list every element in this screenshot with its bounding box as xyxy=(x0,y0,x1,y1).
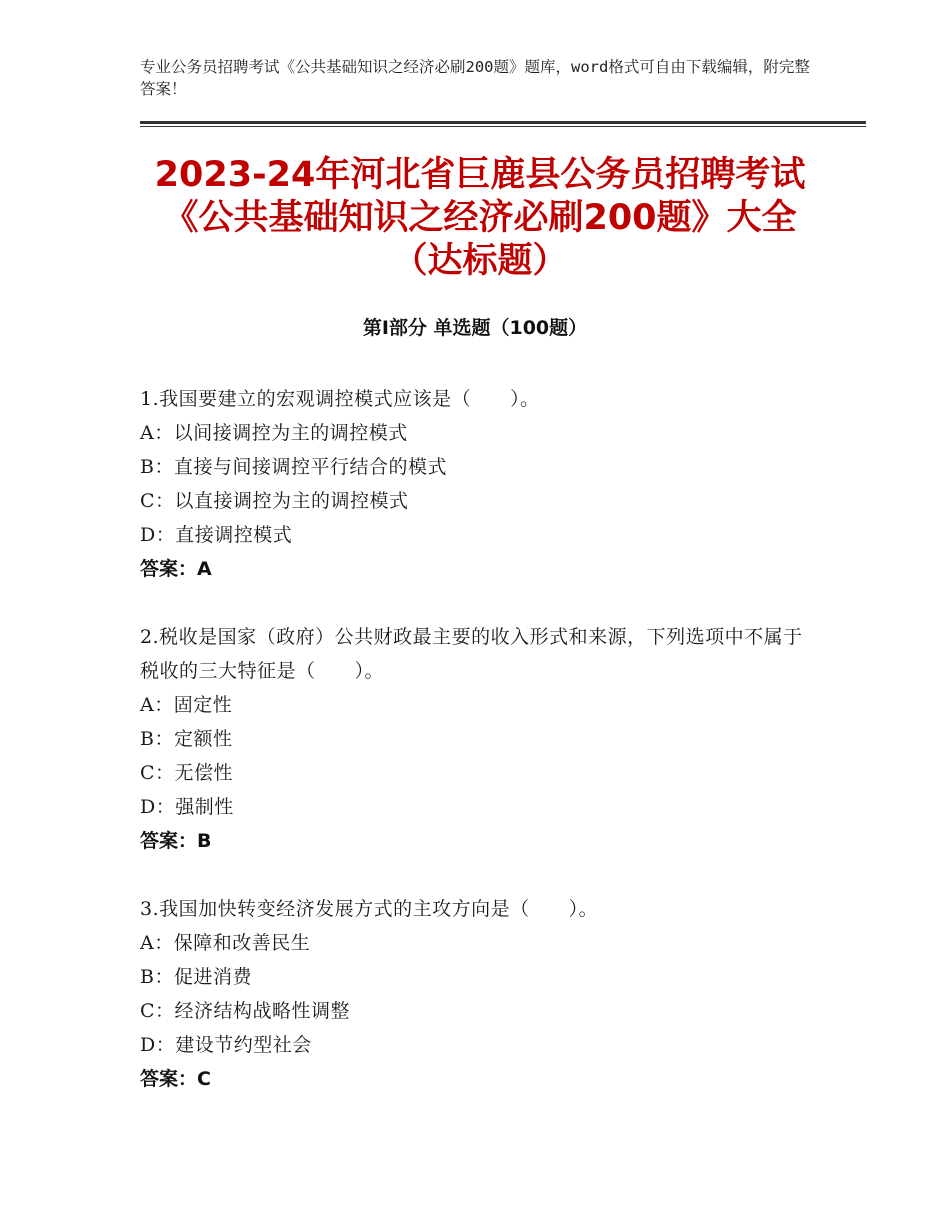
question-3 xyxy=(140,892,820,1096)
option-a: A：固定性 xyxy=(140,694,233,716)
option-c: C：无偿性 xyxy=(140,762,234,784)
title-line: 2023-24年河北省巨鹿县公务员招聘考试 xyxy=(154,155,806,195)
answer-label: 答案：C xyxy=(140,1068,211,1090)
option-d: D：直接调控模式 xyxy=(140,524,293,546)
title-line: 《公共基础知识之经济必刷200题》大全 xyxy=(163,198,797,238)
answer-label: 答案：B xyxy=(140,830,212,852)
question-stem: 3.我国加快转变经济发展方式的主攻方向是（ ）。 xyxy=(140,898,599,920)
option-a: A：以间接调控为主的调控模式 xyxy=(140,422,408,444)
option-c: C：经济结构战略性调整 xyxy=(140,1000,351,1022)
question-stem: 2.税收是国家（政府）公共财政最主要的收入形式和来源，下列选项中不属于税收的三大特征是（ ）。 xyxy=(140,626,803,682)
document-title xyxy=(120,154,840,283)
question-list xyxy=(140,382,820,1130)
option-b: B：定额性 xyxy=(140,728,233,750)
title-line: （达标题） xyxy=(392,241,568,281)
header-divider-thick xyxy=(140,121,866,124)
header-note: 专业公务员招聘考试《公共基础知识之经济必刷200题》题库，word格式可自由下载编辑，附完整答案！ xyxy=(140,58,810,98)
option-b: B：促进消费 xyxy=(140,966,252,988)
section-heading: 第Ⅰ部分 单选题（100题） xyxy=(362,317,588,339)
question-2 xyxy=(140,620,820,858)
question-1 xyxy=(140,382,820,586)
option-d: D：强制性 xyxy=(140,796,234,818)
header-divider-thin xyxy=(140,126,866,127)
answer-label: 答案：A xyxy=(140,558,212,580)
option-a: A：保障和改善民生 xyxy=(140,932,311,954)
option-d: D：建设节约型社会 xyxy=(140,1034,312,1056)
option-b: B：直接与间接调控平行结合的模式 xyxy=(140,456,447,478)
option-c: C：以直接调控为主的调控模式 xyxy=(140,490,409,512)
question-stem: 1.我国要建立的宏观调控模式应该是（ ）。 xyxy=(140,388,540,410)
